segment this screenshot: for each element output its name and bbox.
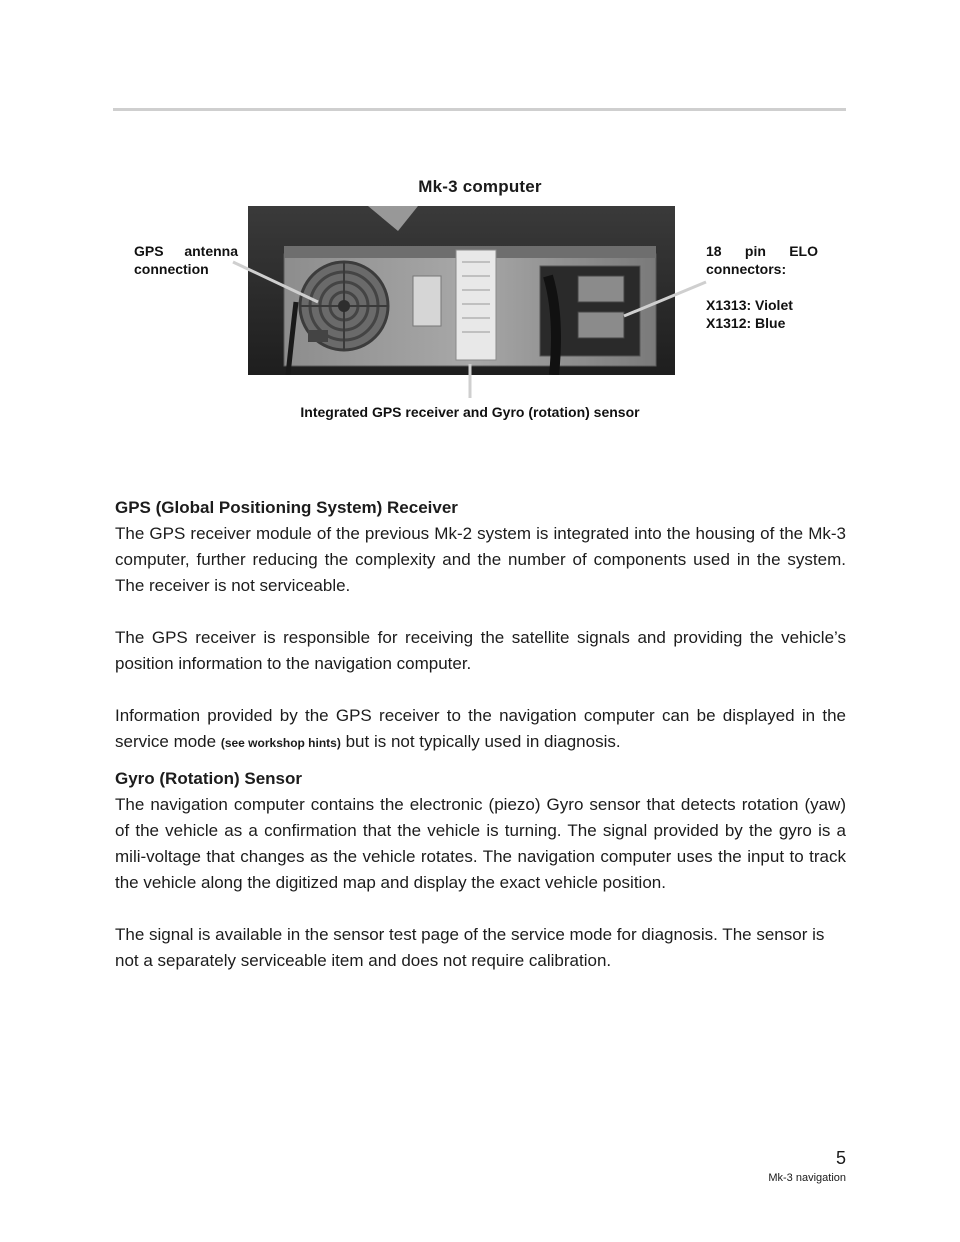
gyro-sensor-section xyxy=(115,766,846,974)
gps-receiver-paragraph-1: The GPS receiver module of the previous Mk-2 system is integrated into the housing of the Mk-3 computer, further reducing the complexity and the number of components used in the system. The receiver is not serviceable. xyxy=(115,524,846,595)
gyro-sensor-paragraph-1: The navigation computer contains the electronic (piezo) Gyro sensor that detects rotation (yaw) of the vehicle as a confirmation that the vehicle is turning. The signal provided by the gyro is a mili-voltage that changes as the vehicle rotates. The navigation computer uses the input to track the vehicle along the digitized map and display the exact vehicle position. xyxy=(115,795,846,892)
connector-blue-label: X1312: Blue xyxy=(706,315,786,331)
header-rule xyxy=(113,108,846,111)
gps-receiver-heading: GPS (Global Positioning System) Receiver xyxy=(115,498,458,517)
page-number: 5 xyxy=(835,1148,846,1168)
elo-connectors-heading: 18 pin ELO connectors: xyxy=(706,243,818,277)
gps-gyro-callout: Integrated GPS receiver and Gyro (rotation) sensor xyxy=(300,404,640,420)
workshop-hints-reference: (see workshop hints) xyxy=(220,736,341,750)
connector-violet-label: X1313: Violet xyxy=(706,297,793,313)
gps-receiver-section xyxy=(115,495,846,756)
elo-connectors-callout xyxy=(706,242,818,332)
figure-title: Mk-3 computer xyxy=(418,177,542,196)
gps-antenna-callout: GPS antenna connection xyxy=(134,243,238,277)
gyro-sensor-paragraph-2: The signal is available in the sensor test page of the service mode for diagnosis. The sensor is not a separately serviceable item and does not require calibration. xyxy=(115,925,825,970)
mk3-computer-photo xyxy=(248,206,675,375)
gyro-sensor-heading: Gyro (Rotation) Sensor xyxy=(115,769,303,788)
gps-receiver-paragraph-2: The GPS receiver is responsible for receiving the satellite signals and providing the vehicle’s position information to the navigation computer. xyxy=(115,628,846,673)
footer-label: Mk-3 navigation xyxy=(768,1172,846,1184)
gps-receiver-paragraph-3: Information provided by the GPS receiver to the navigation computer can be displayed in the service mode (see workshop hints) but is not typically used in diagnosis. xyxy=(115,706,846,751)
